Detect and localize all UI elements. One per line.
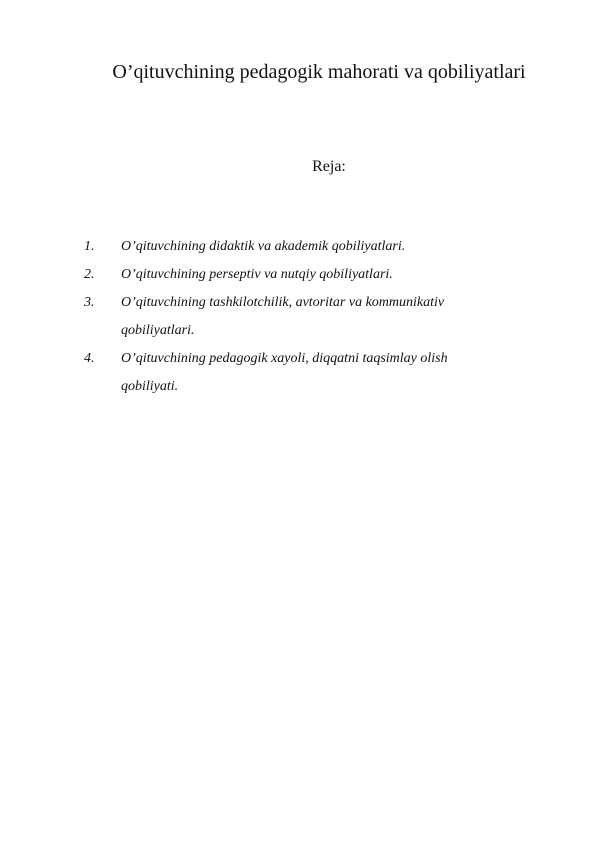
- plan-heading: Reja:: [312, 158, 346, 175]
- plan-item-number: 3.: [84, 295, 95, 310]
- plan-item-number: 4.: [84, 351, 95, 366]
- plan-item-text: O’qituvchining pedagogik xayoli, diqqatni taqsimlay olish qobiliyati.: [121, 351, 448, 394]
- plan-list: [84, 233, 544, 401]
- plan-item-1: [84, 233, 544, 261]
- plan-item-3: [84, 289, 544, 345]
- plan-item-text: O’qituvchining tashkilotchilik, avtoritar va kommunikativ qobiliyatlari.: [121, 295, 445, 338]
- plan-item-number: 1.: [84, 239, 95, 254]
- document-title: O’qituvchining pedagogik mahorati va qobiliyatlari: [112, 61, 526, 83]
- plan-item-4: [84, 345, 544, 401]
- plan-item-text: O’qituvchining perseptiv va nutqiy qobiliyatlari.: [121, 267, 393, 282]
- plan-item-number: 2.: [84, 267, 95, 282]
- plan-item-2: [84, 261, 544, 289]
- plan-item-text: O’qituvchining didaktik va akademik qobiliyatlari.: [121, 239, 406, 254]
